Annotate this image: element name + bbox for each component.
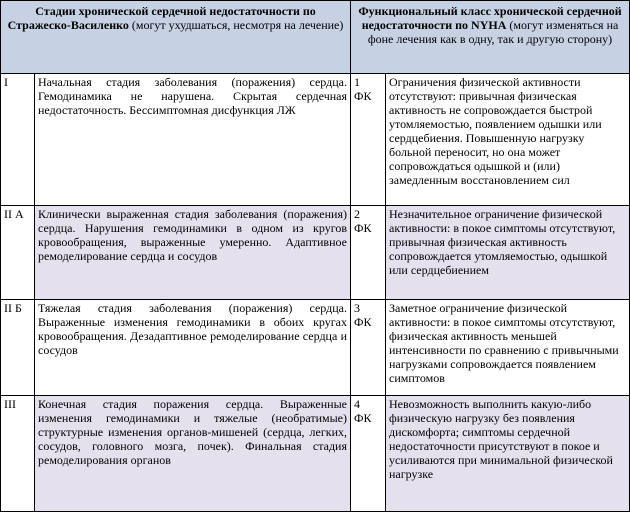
stage-cell: II А	[1, 206, 35, 300]
fk-label: ФК	[354, 221, 372, 235]
stage-cell: III	[1, 396, 35, 512]
stage-description: Клинически выраженная стадия заболевания (поражения) сердца. Нарушения гемодинамики в одном из кругов кровообращения, выраженные умеренно. Адаптивное ремоделирование сердца и сосудов	[35, 206, 351, 300]
fk-number: 4	[354, 397, 360, 411]
stage-cell: II Б	[1, 300, 35, 396]
fk-cell	[351, 300, 386, 396]
fk-label: ФК	[354, 315, 372, 329]
header-row	[1, 1, 630, 74]
fk-cell	[351, 396, 386, 512]
header-stages-note: (могут ухудшаться, несмотря на лечение)	[131, 18, 344, 32]
header-functional-class-note: (могут изменяться на фоне лечения как в одну, так и другую сторону)	[367, 18, 619, 46]
fk-description: Ограничения физической активности отсутствуют: привычная физическая активность не сопровождается быстрой утомляемостью, появлением одышки или сердцебиения. Повышенную нагрузку больной переносит, но она может сопровождаться одышкой и (или) замедленным восстановлением сил	[386, 74, 630, 206]
fk-cell	[351, 74, 386, 206]
stage-description: Конечная стадия поражения сердца. Выраженные изменения гемодинамики и тяжелые (необратимые) структурные изменения органов-мишеней (сердца, легких, сосудов, головного мозга, почек). Финальная стадия ремоделирования органов	[35, 396, 351, 512]
fk-description: Невозможность выполнить какую-либо физическую нагрузку без появления дискомфорта; симптомы сердечной недостаточности присутствуют в покое и усиливаются при минимальной физической нагрузке	[386, 396, 630, 512]
fk-label: ФК	[354, 411, 372, 425]
header-functional-class-title: Функциональный класс хронической сердечной недостаточности по NYHA	[358, 4, 622, 32]
header-functional-class	[351, 1, 630, 74]
fk-number: 2	[354, 207, 360, 221]
table-row	[1, 206, 630, 300]
fk-number: 1	[354, 75, 360, 89]
header-stages	[1, 1, 351, 74]
stage-description: Тяжелая стадия заболевания (поражения) сердца. Выраженные изменения гемодинамики в обоих кругах кровообращения. Дезадаптивное ремоделирование сердца и сосудов	[35, 300, 351, 396]
stage-cell: I	[1, 74, 35, 206]
fk-number: 3	[354, 301, 360, 315]
fk-label: ФК	[354, 89, 372, 103]
stage-description: Начальная стадия заболевания (поражения) сердца. Гемодинамика не нарушена. Скрытая сердечная недостаточность. Бессимптомная дисфункция ЛЖ	[35, 74, 351, 206]
table-row	[1, 74, 630, 206]
table-row	[1, 300, 630, 396]
fk-description: Незначительное ограничение физической активности: в покое симптомы отсутствуют, привычная физическая активность сопровождается утомляемостью, одышкой или сердцебиением	[386, 206, 630, 300]
fk-cell	[351, 206, 386, 300]
header-stages-title: Стадии хронической сердечной недостаточности по Стражеско-Василенко	[7, 4, 316, 32]
fk-description: Заметное ограничение физической активности: в покое симптомы отсутствуют, физическая активность меньшей интенсивности по сравнению с привычными нагрузками сопровождается появлением симптомов	[386, 300, 630, 396]
table-row	[1, 396, 630, 512]
